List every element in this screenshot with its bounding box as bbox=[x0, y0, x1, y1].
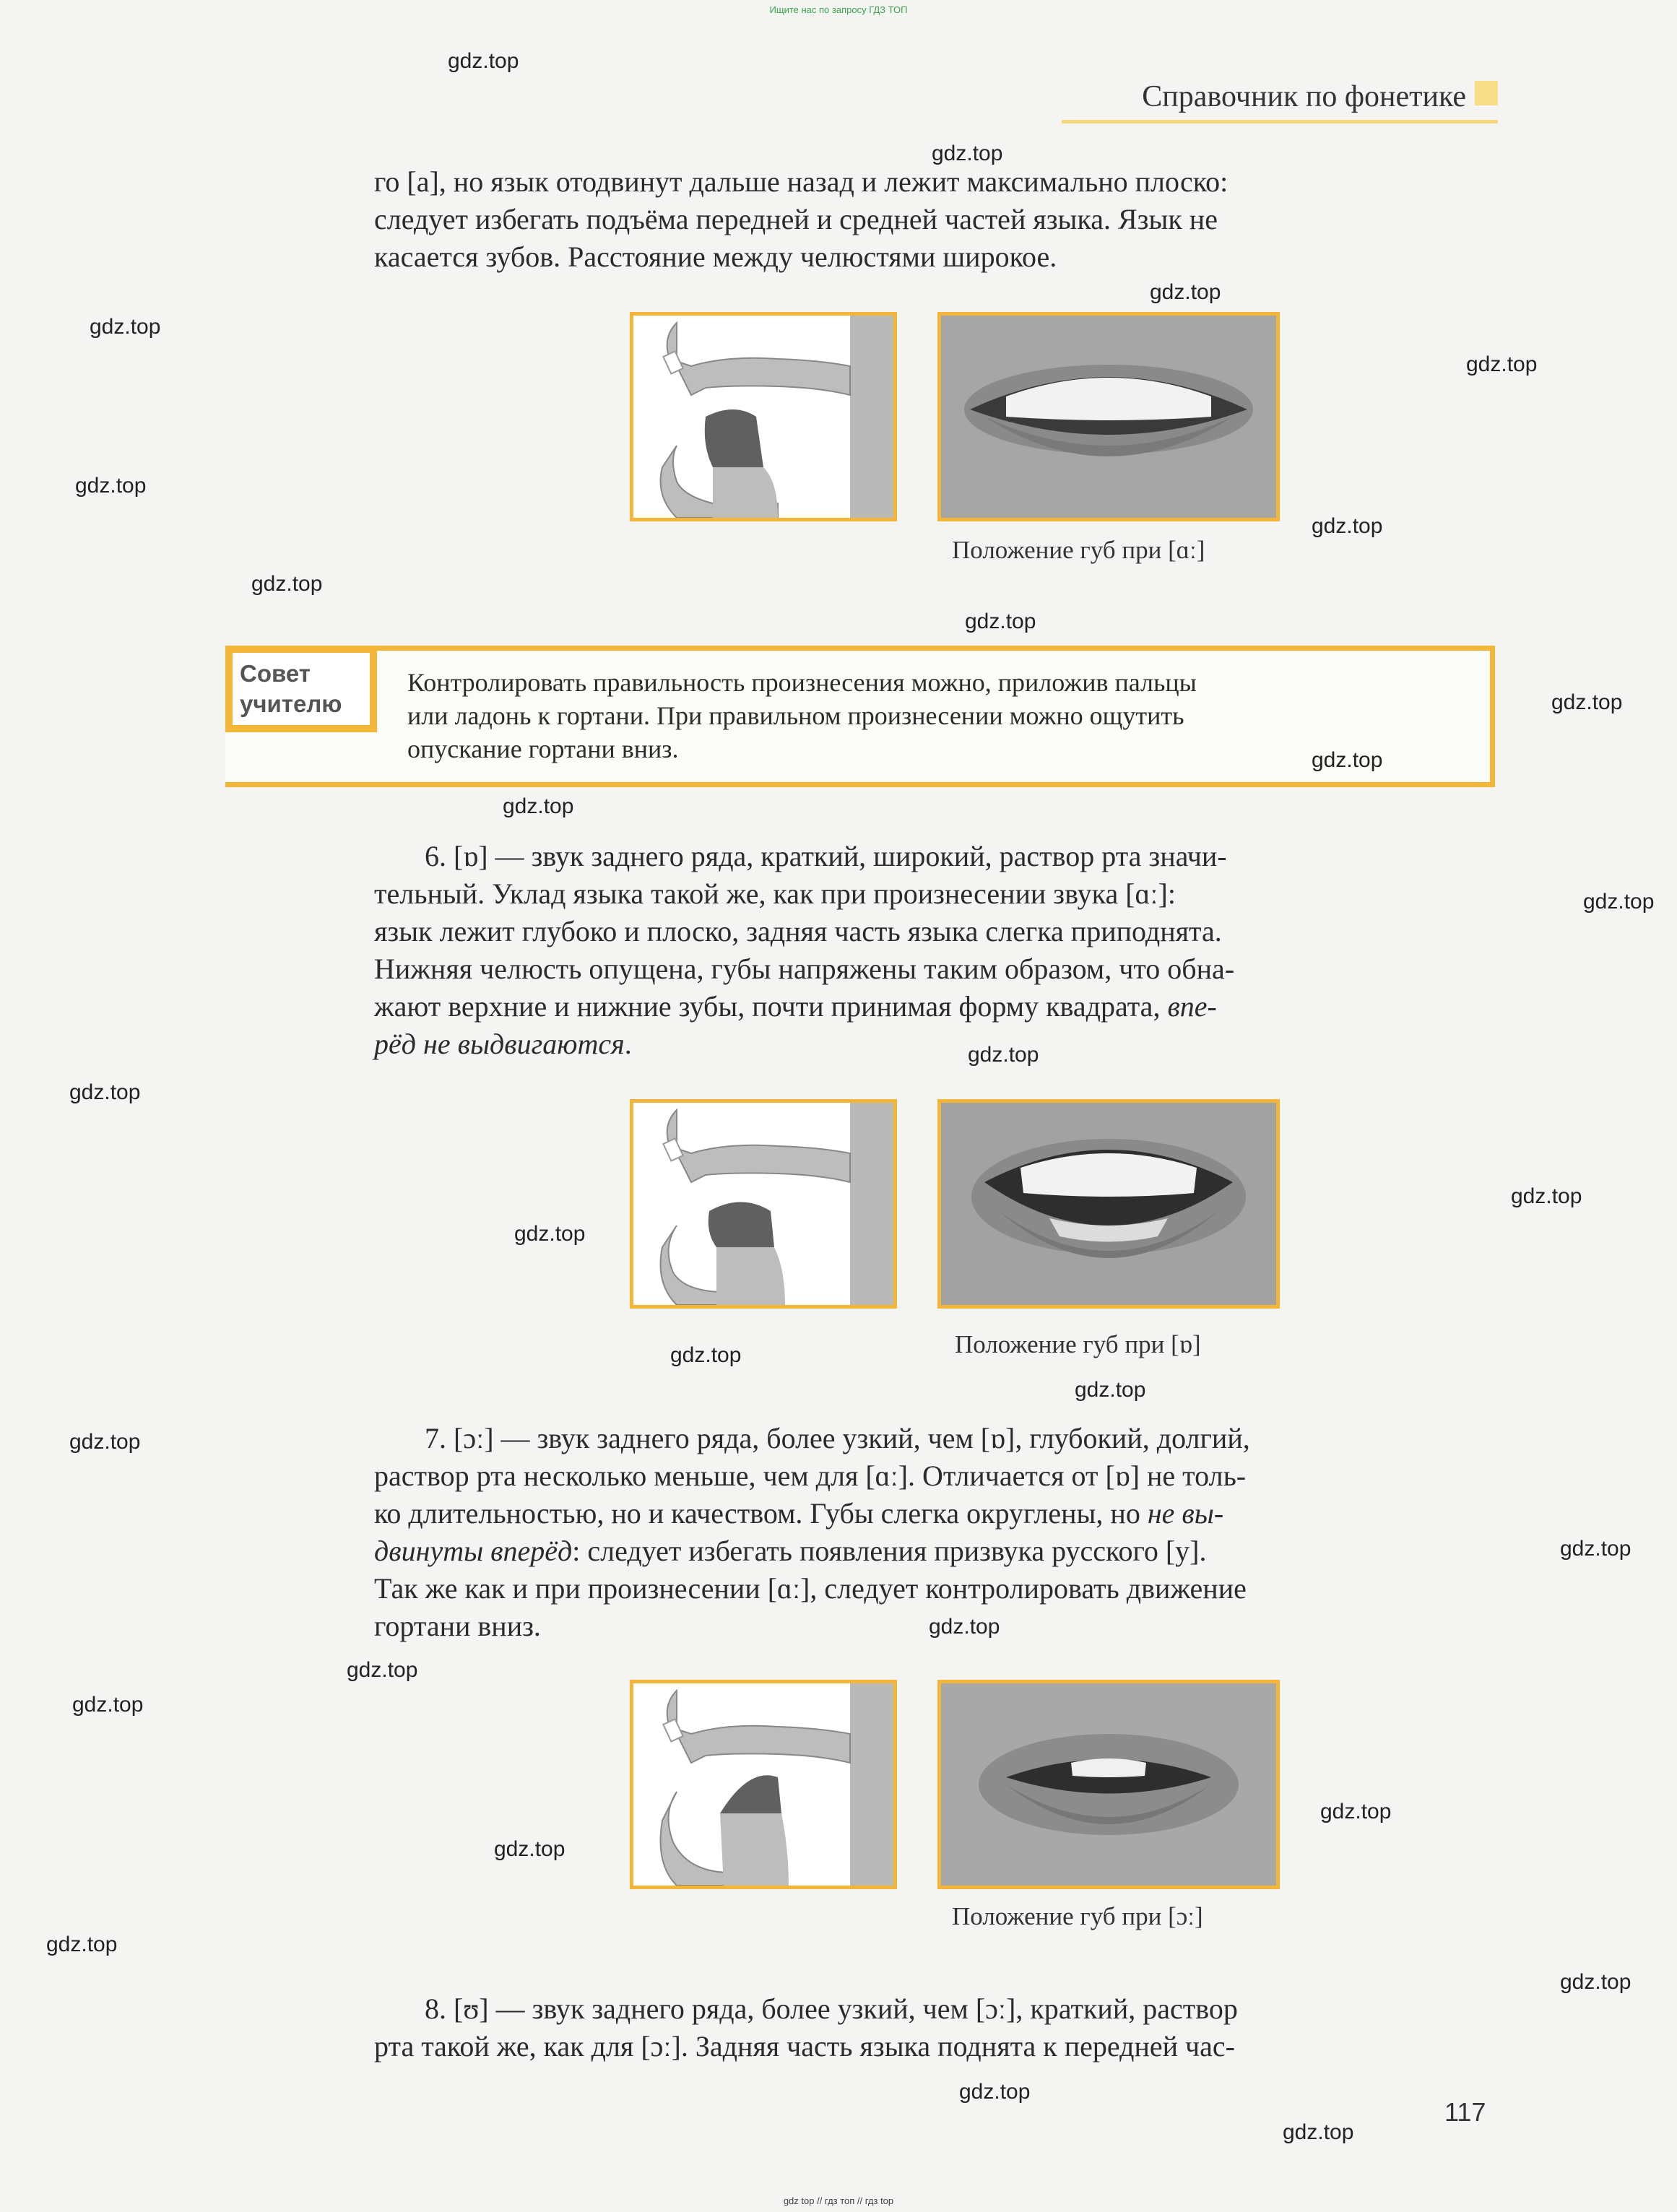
lips-photo-icon bbox=[937, 1099, 1280, 1309]
text-line: следует избегать подъёма передней и средней частей языка. Язык не bbox=[374, 203, 1218, 235]
text-segment: . bbox=[624, 1028, 632, 1060]
watermark: gdz.top bbox=[965, 610, 1036, 633]
watermark: gdz.top bbox=[929, 1615, 1000, 1639]
section-title: Справочник по фонетике bbox=[1142, 80, 1466, 113]
italic-segment: впе- bbox=[1167, 990, 1217, 1023]
watermark: gdz.top bbox=[959, 2080, 1031, 2104]
top-banner: Ищите нас по запросу ГДЗ ТОП bbox=[769, 4, 908, 15]
figure-caption: Положение губ при [ɔː] bbox=[952, 1902, 1203, 1930]
watermark: gdz.top bbox=[1551, 690, 1623, 714]
watermark: gdz.top bbox=[75, 474, 147, 498]
watermark: gdz.top bbox=[46, 1933, 118, 1956]
italic-segment: не вы- bbox=[1147, 1497, 1224, 1530]
text-line: 7. [ɔː] — звук заднего ряда, более узкий, чем [ɒ], глубокий, долгий, bbox=[425, 1422, 1250, 1454]
text-line: Контролировать правильность произнесения можно, приложив пальцы bbox=[407, 668, 1197, 697]
text-line: 6. [ɒ] — звук заднего ряда, краткий, широкий, раствор рта значи- bbox=[425, 840, 1227, 872]
text-line: касается зубов. Расстояние между челюстями широкое. bbox=[374, 240, 1057, 273]
text-line: раствор рта несколько меньше, чем для [ɑː]. Отличается от [ɒ] не толь- bbox=[374, 1460, 1247, 1492]
articulation-diagram-icon bbox=[630, 1099, 897, 1309]
watermark: gdz.top bbox=[1320, 1800, 1392, 1823]
header-marker-icon bbox=[1475, 81, 1498, 105]
bottom-banner: gdz top // гдз топ // гдз top bbox=[783, 2195, 894, 2206]
tip-label-line: учителю bbox=[240, 690, 342, 717]
watermark: gdz.top bbox=[1075, 1378, 1146, 1402]
text-line: или ладонь к гортани. При правильном произнесении можно ощутить bbox=[407, 701, 1184, 730]
intro-paragraph bbox=[374, 163, 1498, 276]
item-7-paragraph bbox=[374, 1420, 1498, 1645]
watermark: gdz.top bbox=[251, 572, 323, 596]
tip-label-line: Совет bbox=[240, 660, 311, 687]
watermark: gdz.top bbox=[1583, 890, 1655, 914]
teacher-tip-box bbox=[225, 646, 1495, 787]
watermark: gdz.top bbox=[72, 1693, 144, 1717]
watermark: gdz.top bbox=[1560, 1970, 1632, 1994]
item-6-paragraph bbox=[374, 838, 1498, 1063]
text-line: гортани вниз. bbox=[374, 1610, 541, 1642]
text-line: опускание гортани вниз. bbox=[407, 734, 679, 763]
text-line: го [a], но язык отодвинут дальше назад и лежит максимально плоско: bbox=[374, 165, 1228, 198]
watermark: gdz.top bbox=[494, 1837, 566, 1861]
watermark: gdz.top bbox=[69, 1080, 141, 1104]
text-line: тельный. Уклад языка такой же, как при произнесении звука [ɑː]: bbox=[374, 877, 1176, 910]
watermark: gdz.top bbox=[1312, 514, 1383, 538]
lips-photo-icon bbox=[937, 1680, 1280, 1889]
articulation-diagram-icon bbox=[630, 312, 897, 521]
watermark: gdz.top bbox=[347, 1658, 418, 1682]
running-header bbox=[1062, 78, 1498, 123]
text-line: рта такой же, как для [ɔː]. Задняя часть языка поднята к передней час- bbox=[374, 2030, 1235, 2063]
italic-segment: рёд не выдвигаются bbox=[374, 1028, 625, 1060]
watermark: gdz.top bbox=[1560, 1537, 1632, 1561]
figure-caption: Положение губ при [ɑː] bbox=[952, 536, 1205, 564]
text-line: 8. [ʊ] — звук заднего ряда, более узкий, чем [ɔː], краткий, раствор bbox=[425, 1992, 1238, 2025]
watermark: gdz.top bbox=[670, 1343, 742, 1367]
watermark: gdz.top bbox=[90, 315, 161, 339]
text-line bbox=[374, 1495, 1498, 1532]
tip-text bbox=[407, 666, 1469, 765]
item-8-paragraph bbox=[374, 1990, 1498, 2065]
watermark: gdz.top bbox=[968, 1043, 1039, 1067]
text-line: язык лежит глубоко и плоско, задняя часть языка слегка приподнята. bbox=[374, 915, 1222, 947]
watermark: gdz.top bbox=[1511, 1184, 1582, 1208]
tip-label bbox=[225, 646, 377, 732]
text-line bbox=[374, 988, 1498, 1025]
watermark: gdz.top bbox=[1312, 748, 1383, 772]
text-line bbox=[374, 1532, 1498, 1570]
figure-caption: Положение губ при [ɒ] bbox=[955, 1330, 1201, 1358]
articulation-diagram-icon bbox=[630, 1680, 897, 1889]
watermark: gdz.top bbox=[1466, 352, 1538, 376]
page-number: 117 bbox=[1444, 2097, 1486, 2127]
text-line: Нижняя челюсть опущена, губы напряжены таким образом, что обна- bbox=[374, 953, 1235, 985]
watermark: gdz.top bbox=[1150, 280, 1221, 304]
watermark: gdz.top bbox=[448, 49, 519, 73]
text-segment: ко длительностью, но и качеством. Губы слегка округлены, но bbox=[374, 1497, 1148, 1530]
text-segment: жают верхние и нижние зубы, почти принимая форму квадрата, bbox=[374, 990, 1168, 1023]
italic-segment: двинуты вперёд bbox=[374, 1535, 573, 1567]
watermark: gdz.top bbox=[1283, 2120, 1354, 2144]
watermark: gdz.top bbox=[503, 794, 574, 818]
watermark: gdz.top bbox=[69, 1430, 141, 1454]
text-segment: : следует избегать появления призвука русского [у]. bbox=[572, 1535, 1207, 1567]
watermark: gdz.top bbox=[514, 1222, 586, 1246]
text-line bbox=[374, 1025, 1498, 1063]
lips-photo-icon bbox=[937, 312, 1280, 521]
text-line: Так же как и при произнесении [ɑː], следует контролировать движение bbox=[374, 1572, 1247, 1605]
watermark: gdz.top bbox=[932, 142, 1003, 165]
